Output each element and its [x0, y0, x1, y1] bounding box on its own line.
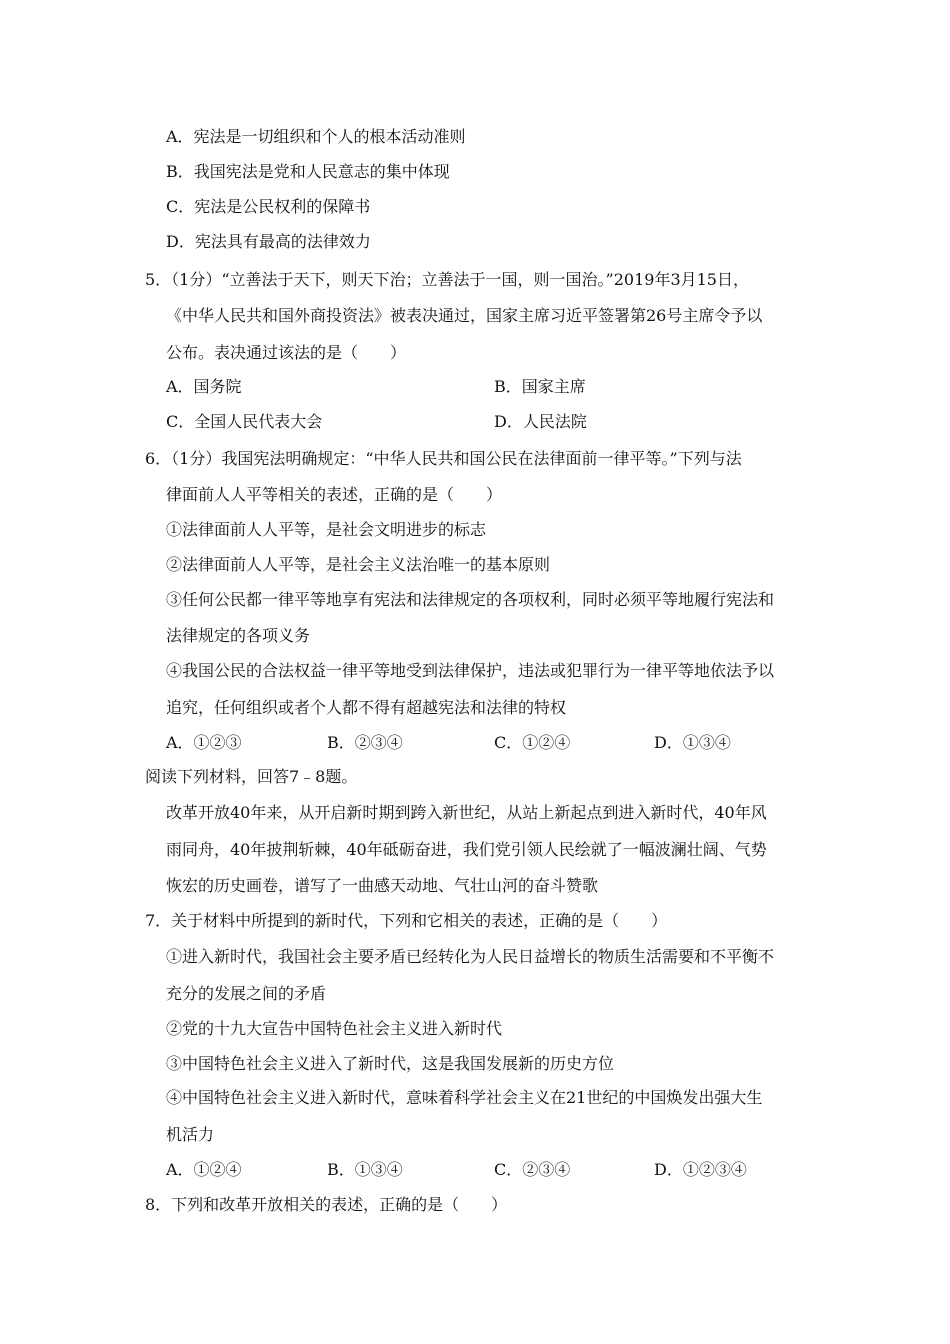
q6-statement-1: ①法律面前人人平等，是社会文明进步的标志 [166, 520, 487, 539]
reading-paragraph-line1: 改革开放40年来，从开启新时期到跨入新世纪，从站上新起点到进入新时代，40年风 [166, 803, 767, 822]
q4-option-d: D．宪法具有最高的法律效力 [166, 232, 371, 251]
q6-statement-3-line1: ③任何公民都一律平等地享有宪法和法律规定的各项权利，同时必须平等地履行宪法和 [166, 590, 775, 609]
q7-statement-1-line2: 充分的发展之间的矛盾 [166, 984, 327, 1003]
q6-stem-line1: 6．（1分）我国宪法明确规定：“中华人民共和国公民在法律面前一律平等。”下列与法 [145, 449, 742, 468]
q7-statement-3: ③中国特色社会主义进入了新时代，这是我国发展新的历史方位 [166, 1054, 615, 1073]
q6-statement-3-line2: 法律规定的各项义务 [166, 626, 311, 645]
reading-intro: 阅读下列材料，回答7﹣8题。 [145, 767, 358, 786]
q4-option-b: B．我国宪法是党和人民意志的集中体现 [166, 162, 450, 181]
q7-statement-2: ②党的十九大宣告中国特色社会主义进入新时代 [166, 1019, 503, 1038]
q6-statement-4-line1: ④我国公民的合法权益一律平等地受到法律保护，违法或犯罪行为一律平等地依法予以 [166, 661, 775, 680]
reading-paragraph-line3: 恢宏的历史画卷，谱写了一曲感天动地、气壮山河的奋斗赞歌 [166, 876, 599, 895]
q6-statement-4-line2: 追究，任何组织或者个人都不得有超越宪法和法律的特权 [166, 698, 567, 717]
q7-statement-4-line1: ④中国特色社会主义进入新时代，意味着科学社会主义在21世纪的中国焕发出强大生 [166, 1088, 763, 1107]
q7-statement-4-line2: 机活力 [166, 1125, 215, 1144]
q4-option-a: A．宪法是一切组织和个人的根本活动准则 [166, 127, 466, 146]
q7-statement-1-line1: ①进入新时代，我国社会主要矛盾已经转化为人民日益增长的物质生活需要和不平衡不 [166, 947, 775, 966]
q7-option-c: C．②③④ [494, 1160, 571, 1179]
q6-option-d: D．①③④ [654, 733, 731, 752]
q5-option-b: B．国家主席 [494, 377, 586, 396]
q6-statement-2: ②法律面前人人平等，是社会主义法治唯一的基本原则 [166, 555, 551, 574]
q5-option-c: C．全国人民代表大会 [166, 412, 323, 431]
q4-option-c: C．宪法是公民权利的保障书 [166, 197, 371, 216]
q7-option-b: B．①③④ [327, 1160, 403, 1179]
q6-stem-line2: 律面前人人平等相关的表述，正确的是（ ） [166, 485, 503, 504]
q7-stem: 7．关于材料中所提到的新时代，下列和它相关的表述，正确的是（ ） [145, 911, 668, 930]
q6-option-b: B．②③④ [327, 733, 403, 752]
q5-stem-line3: 公布。表决通过该法的是（ ） [166, 343, 407, 362]
q8-stem: 8．下列和改革开放相关的表述，正确的是（ ） [145, 1195, 508, 1214]
q5-option-a: A．国务院 [166, 377, 242, 396]
q6-option-a: A．①②③ [166, 733, 242, 752]
q5-option-d: D．人民法院 [494, 412, 587, 431]
q5-stem-line1: 5．（1分）“立善法于天下，则天下治；立善法于一国，则一国治。”2019年3月15日， [145, 270, 749, 289]
q7-option-d: D．①②③④ [654, 1160, 747, 1179]
q6-option-c: C．①②④ [494, 733, 571, 752]
q5-stem-line2: 《中华人民共和国外商投资法》被表决通过，国家主席习近平签署第26号主席令予以 [166, 306, 763, 325]
reading-paragraph-line2: 雨同舟，40年披荆斩棘，40年砥砺奋进，我们党引领人民绘就了一幅波澜壮阔、气势 [166, 840, 767, 859]
q7-option-a: A．①②④ [166, 1160, 242, 1179]
